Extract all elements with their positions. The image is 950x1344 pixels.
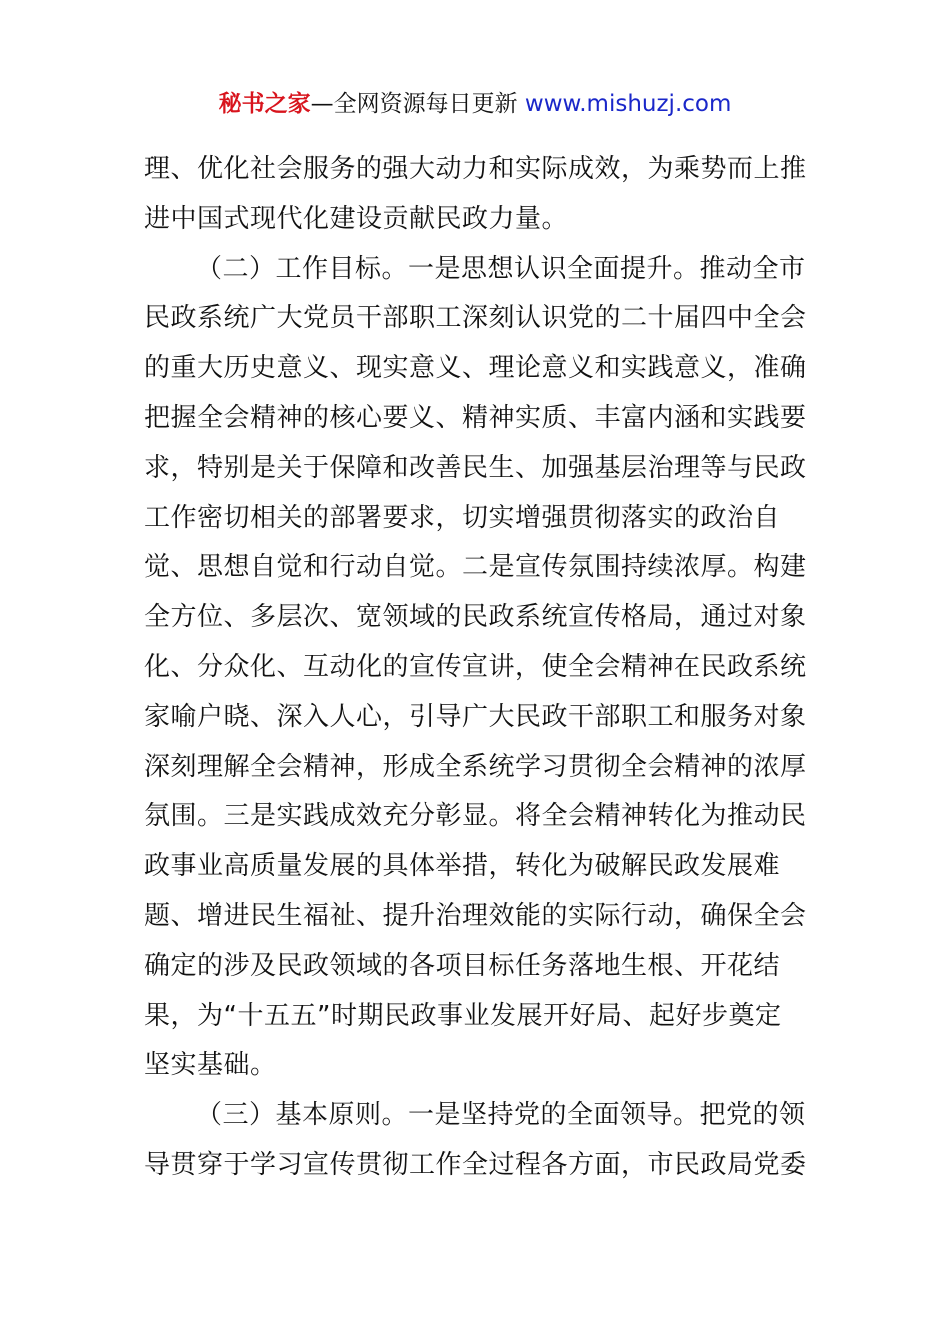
text-line: 觉、思想自觉和行动自觉。二是宣传氛围持续浓厚。构建 [144,552,807,583]
text-line: 全方位、多层次、宽领域的民政系统宣传格局，通过对象 [144,602,807,633]
document-body [144,145,824,1191]
text-line: 深刻理解全会精神，形成全系统学习贯彻全会精神的浓厚 [144,751,807,782]
text-line: 坚实基础。 [144,1050,277,1081]
text-line: 工作密切相关的部署要求，切实增强贯彻落实的政治自 [144,502,781,533]
text-line: 确定的涉及民政领域的各项目标任务落地生根、开花结 [144,950,781,981]
paragraph-start-line: （二）工作目标。一是思想认识全面提升。推动全市 [196,253,806,284]
site-brand: 秘书之家 [218,91,311,117]
paragraph-start-line: （三）基本原则。一是坚持党的全面领导。把党的领 [196,1100,806,1131]
text-line: 化、分众化、互动化的宣传宣讲，使全会精神在民政系统 [144,651,807,682]
text-line: 政事业高质量发展的具体举措，转化为破解民政发展难 [144,851,781,882]
site-tagline: —全网资源每日更新 [310,91,525,117]
text-line: 求，特别是关于保障和改善民生、加强基层治理等与民政 [144,452,807,483]
text-line: 果，为“十五五”时期民政事业发展开好局、起好步奠定 [144,1000,782,1031]
text-line: 进中国式现代化建设贡献民政力量。 [144,203,569,234]
text-line: 题、增进民生福祉、提升治理效能的实际行动，确保全会 [144,900,807,931]
text-line: 的重大历史意义、现实意义、理论意义和实践意义，准确 [144,353,807,384]
text-line: 民政系统广大党员干部职工深刻认识党的二十届四中全会 [144,303,807,334]
site-header [0,86,950,122]
text-line: 氛围。三是实践成效充分彰显。将全会精神转化为推动民 [144,801,807,832]
site-url-link[interactable]: www.mishuzj.com [524,91,732,117]
text-line: 理、优化社会服务的强大动力和实际成效，为乘势而上推 [144,154,807,184]
text-line: 把握全会精神的核心要义、精神实质、丰富内涵和实践要 [144,402,807,433]
text-line: 导贯穿于学习宣传贯彻工作全过程各方面，市民政局党委 [144,1149,807,1180]
text-line: 家喻户晓、深入人心，引导广大民政干部职工和服务对象 [144,701,807,732]
